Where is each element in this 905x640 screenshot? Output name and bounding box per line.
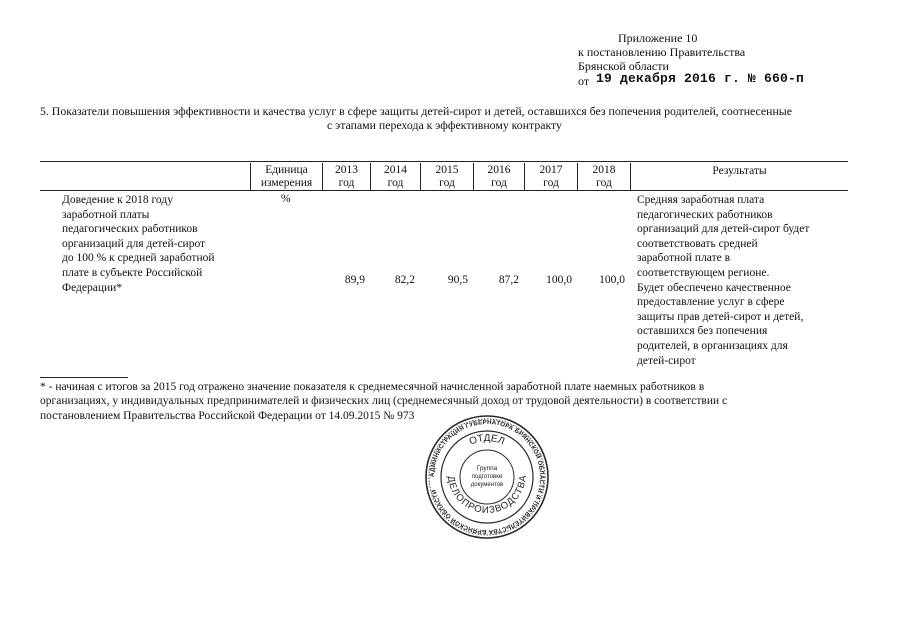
year-label: 2017 (539, 164, 563, 176)
indicator-line: до 100 % к средней заработной (62, 252, 215, 265)
year-suffix: год (491, 177, 507, 189)
indicator-description (62, 193, 215, 295)
official-stamp (422, 412, 552, 542)
appendix-region: Брянской области (578, 59, 669, 73)
year-label: 2016 (487, 164, 511, 176)
column-header-year (578, 164, 630, 190)
column-header-year (371, 164, 420, 190)
value-2014: 82,2 (394, 274, 415, 286)
results-line: защиты прав детей-сирот и детей, (637, 310, 804, 323)
column-header-year (474, 164, 524, 190)
value-2015: 90,5 (447, 274, 468, 286)
section-title-line1: 5. Показатели повышения эффективности и качества услуг в сфере защиты детей-сирот и детей, оставшихся без попечения родителей, соотнесенные (40, 104, 792, 118)
appendix-resolution: к постановлению Правительства (578, 45, 746, 59)
stamp-center-line2: подготовки (471, 474, 503, 480)
appendix-title: Приложение 10 (618, 31, 698, 45)
value-2013: 89,9 (344, 274, 365, 286)
stamp-inner-top-text: ОТДЕЛ (467, 432, 507, 448)
indicator-line: педагогических работников (62, 223, 198, 236)
value-2017: 100,0 (546, 274, 572, 286)
section-title-line2: с этапами перехода к эффективному контракту (327, 118, 562, 132)
column-header-unit (251, 164, 322, 190)
results-line: соответствующем регионе. (637, 266, 770, 279)
year-label: 2013 (335, 164, 358, 176)
results-line: Будет обеспечено качественное (637, 281, 791, 294)
year-suffix: год (596, 177, 612, 189)
results-line: заработной плате в (637, 252, 731, 265)
table-top-border (40, 161, 848, 162)
value-2016: 87,2 (498, 274, 519, 286)
stamp-outer-ring-text: АДМИНИСТРАЦИЯ ГУБЕРНАТОРА БРЯНСКОЙ ОБЛАСТИ И ПРАВИТЕЛЬСТВА БРЯНСКОЙ ОБЛАСТИ (428, 418, 546, 536)
column-header-year (525, 164, 577, 190)
year-suffix: год (387, 177, 404, 189)
indicator-line: организаций для детей-сирот (62, 237, 206, 250)
results-description (637, 193, 809, 368)
footnote-line3: постановлением Правительства Российской Федерации от 14.09.2015 № 973 (40, 410, 415, 422)
year-label: 2014 (384, 164, 407, 176)
year-suffix: год (338, 177, 355, 189)
footnote-line1: * - начиная с итогов за 2015 год отражено значение показателя к среднемесячной начисленной заработной плате наемных работников в (40, 381, 705, 393)
column-header-results: Результаты (712, 165, 767, 177)
stamp-center-line3: документов (470, 482, 504, 488)
indicator-line: заработной платы (62, 208, 150, 221)
column-header-year (421, 164, 473, 190)
stamp-inner-bottom-text: ДЕЛОПРОИЗВОДСТВА (444, 474, 530, 517)
column-header-unit-line2: измерения (260, 177, 313, 189)
table-header-border (40, 190, 848, 191)
results-line: соответствовать средней (637, 237, 758, 250)
results-line: Средняя заработная плата (637, 194, 765, 206)
results-line: педагогических работников (637, 208, 773, 221)
appendix-date: 19 декабря 2016 г. № 660-п (596, 71, 805, 86)
stamp-center-line1: Группа (476, 465, 498, 472)
results-line: предоставление услуг в сфере (637, 296, 785, 309)
results-line: организаций для детей-сирот будет (637, 223, 810, 236)
indicator-line: плате в субъекте Российской (62, 266, 203, 279)
year-suffix: год (439, 177, 455, 189)
results-line: оставшихся без попечения (637, 325, 768, 338)
results-line: детей-сирот (637, 354, 696, 367)
results-line: родителей, в организациях для (637, 339, 788, 352)
footnote-separator (40, 377, 128, 378)
appendix-date-prefix: от (578, 74, 590, 88)
indicator-line: Федерации* (62, 281, 123, 294)
column-header-year (323, 164, 370, 190)
year-label: 2018 (592, 164, 616, 176)
year-label: 2015 (435, 164, 459, 176)
column-header-unit-line1: Единица (265, 164, 308, 176)
year-suffix: год (543, 177, 559, 189)
indicator-line: Доведение к 2018 году (62, 194, 173, 206)
unit-value: % (281, 193, 291, 205)
footnote-line2: организациях, у индивидуальных предпринимателей и физических лиц (среднемесячный доход от трудовой деятельности) в соответствии с (40, 395, 728, 407)
value-2018: 100,0 (599, 274, 625, 286)
